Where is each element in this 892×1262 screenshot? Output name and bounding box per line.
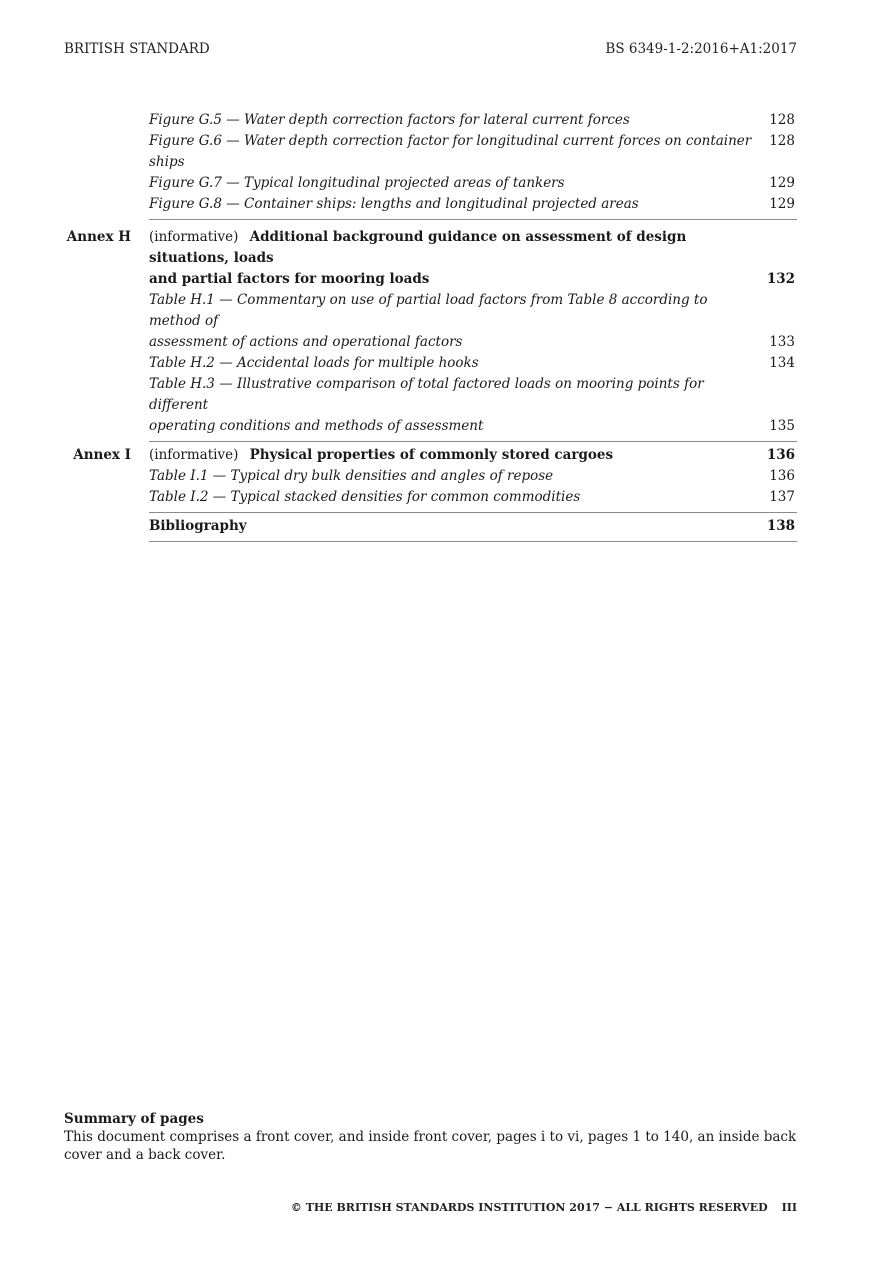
toc-entry-page: 135 — [769, 418, 795, 434]
header-standard-label: BRITISH STANDARD — [64, 41, 210, 57]
summary-title: Summary of pages — [64, 1111, 204, 1127]
toc-entry-page: 129 — [769, 175, 795, 191]
toc-entry-page: 133 — [769, 334, 795, 350]
copyright-notice: © THE BRITISH STANDARDS INSTITUTION 2017 − ALL RIGHTS RESERVED — [290, 1201, 768, 1214]
toc-entry-title: Table I.1 — Typical dry bulk densities and angles of repose — [149, 468, 554, 484]
toc-entry-table-i1[interactable] — [64, 466, 797, 487]
toc-entry-title: assessment of actions and operational factors — [149, 334, 463, 350]
toc-entry-figure-g5[interactable] — [64, 110, 797, 131]
toc-entry-title: Figure G.8 — Container ships: lengths and longitudinal projected areas — [149, 196, 639, 212]
toc-entry-title: Table H.1 — Commentary on use of partial load factors from Table 8 according to method of — [149, 292, 708, 329]
toc-entry-table-h3-cont[interactable] — [64, 416, 797, 437]
annex-i-page: 136 — [766, 447, 795, 463]
annex-h-qualifier: (informative) — [149, 229, 239, 245]
annex-h-page: 132 — [766, 271, 795, 287]
page-number: III — [781, 1201, 797, 1214]
toc-entry-table-h1[interactable] — [64, 290, 797, 332]
toc-entry-page: 128 — [769, 133, 795, 149]
page-footer — [64, 1201, 797, 1214]
toc-entry-table-h2[interactable] — [64, 353, 797, 374]
summary-body: This document comprises a front cover, and inside front cover, pages i to vi, pages 1 to 140, an inside back cover and a back cover. — [64, 1129, 797, 1163]
divider — [149, 541, 797, 542]
toc-entry-bibliography[interactable] — [64, 516, 797, 537]
toc-entry-annex-i[interactable] — [64, 445, 797, 466]
annex-h-title-line1: Additional background guidance on assessment of design situations, loads — [149, 229, 687, 266]
toc-entry-figure-g8[interactable] — [64, 194, 797, 215]
header-standard-number: BS 6349-1-2:2016+A1:2017 — [605, 41, 797, 57]
toc-entry-title: Table I.2 — Typical stacked densities for common commodities — [149, 489, 581, 505]
toc-annex-h — [64, 227, 797, 437]
toc-entry-page: 137 — [769, 489, 795, 505]
bibliography-page: 138 — [766, 518, 795, 534]
toc-entry-table-h3[interactable] — [64, 374, 797, 416]
table-of-contents — [64, 110, 797, 542]
toc-entry-table-h1-cont[interactable] — [64, 332, 797, 353]
toc-entry-title: Table H.3 — Illustrative comparison of total factored loads on mooring points for different — [149, 376, 704, 413]
toc-entry-table-i2[interactable] — [64, 487, 797, 508]
annex-i-qualifier: (informative) — [149, 447, 239, 463]
toc-entry-page: 129 — [769, 196, 795, 212]
toc-entry-figure-g7[interactable] — [64, 173, 797, 194]
toc-annex-i — [64, 445, 797, 508]
toc-entry-page: 128 — [769, 112, 795, 128]
toc-entry-annex-h[interactable] — [64, 227, 797, 269]
annex-i-label: Annex I — [73, 447, 131, 463]
toc-entry-title: Figure G.6 — Water depth correction factor for longitudinal current forces on container ships — [149, 133, 752, 170]
annex-i-title: Physical properties of commonly stored cargoes — [249, 447, 614, 463]
toc-entry-title: operating conditions and methods of assessment — [149, 418, 484, 434]
toc-entry-page: 134 — [769, 355, 795, 371]
annex-h-title-line2: and partial factors for mooring loads — [149, 271, 430, 287]
toc-entry-title: Figure G.5 — Water depth correction factors for lateral current forces — [149, 112, 630, 128]
toc-entry-annex-h-cont[interactable] — [64, 269, 797, 290]
annex-h-label: Annex H — [66, 229, 131, 245]
toc-entry-title: Table H.2 — Accidental loads for multiple hooks — [149, 355, 479, 371]
bibliography-title: Bibliography — [149, 518, 247, 534]
toc-entry-title: Figure G.7 — Typical longitudinal projected areas of tankers — [149, 175, 565, 191]
toc-entry-page: 136 — [769, 468, 795, 484]
summary-of-pages — [64, 1110, 797, 1164]
toc-entry-figure-g6[interactable] — [64, 131, 797, 173]
